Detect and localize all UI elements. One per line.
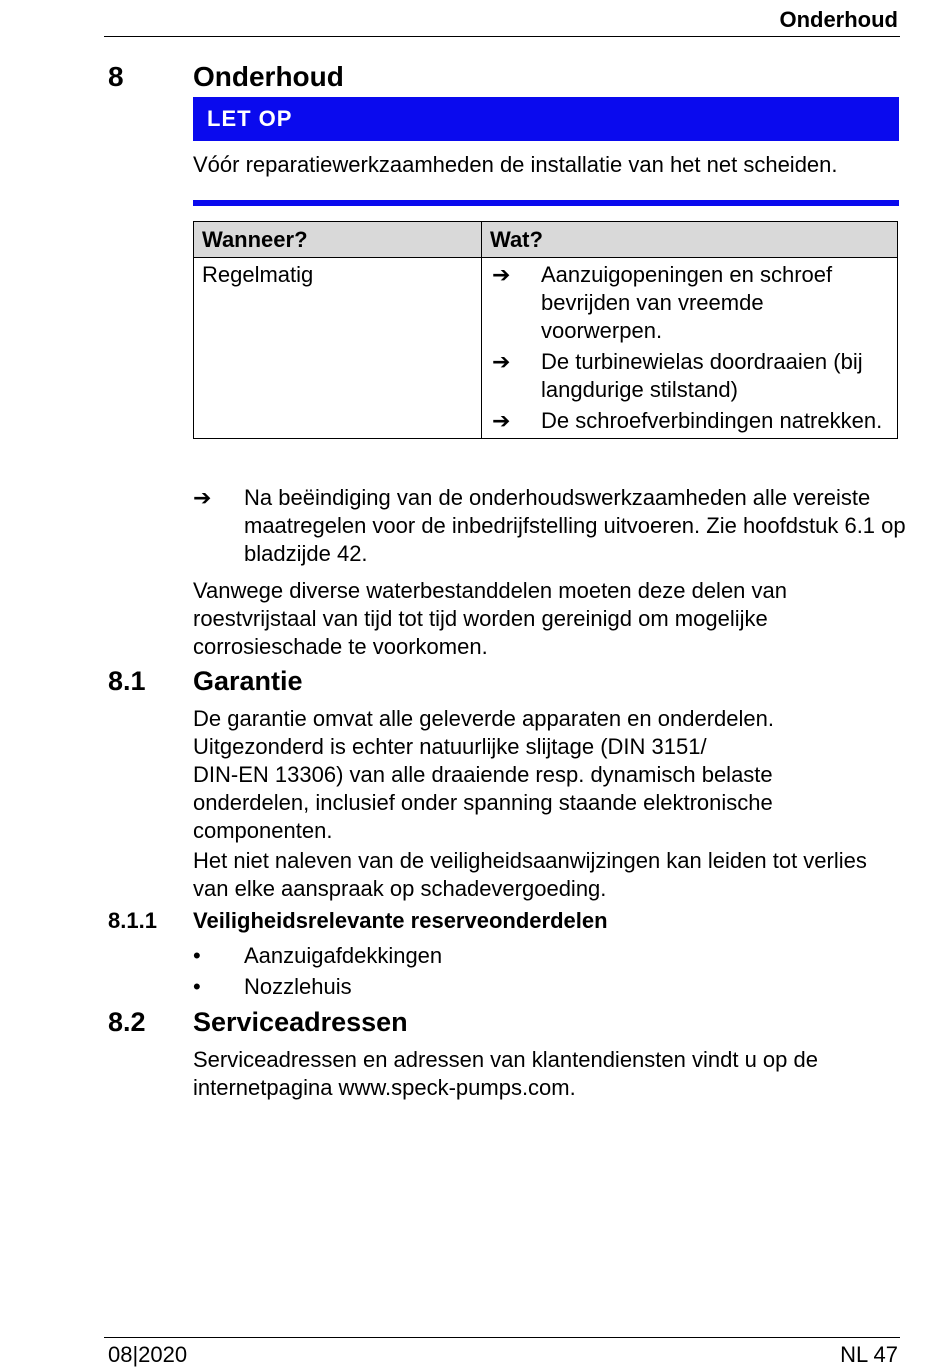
cleaning-paragraph: Vanwege diverse waterbestanddelen moeten deze delen van roestvrijstaal van tijd tot tijd worden gereinigd om mogelijke corrosieschade te voorkomen.	[193, 578, 787, 659]
running-header-title: Onderhoud	[779, 7, 898, 32]
list-item	[490, 407, 889, 435]
subsubsection-number: 8.1.1	[108, 908, 157, 933]
instruction-text: Na beëindiging van de onderhoudswerkzaamheden alle vereiste maatregelen voor de inbedrijfstelling uitvoeren. Zie hoofdstuk 6.1 op bladzijde 42.	[244, 485, 906, 566]
section-number: 8	[108, 61, 124, 92]
text-line: onderdelen, inclusief onder spanning staande elektronische	[193, 790, 773, 815]
warranty-paragraph	[193, 705, 903, 845]
list-item-text: De schroefverbindingen natrekken.	[541, 408, 883, 433]
cell-when: Regelmatig	[194, 258, 482, 439]
list-item-text: De turbinewielas doordraaien (bij langdurige stilstand)	[541, 349, 863, 402]
text-line: De garantie omvat alle geleverde apparaten en onderdelen.	[193, 706, 774, 731]
bullet-icon: •	[193, 974, 201, 999]
subsubsection-title: Veiligheidsrelevante reserveonderdelen	[193, 908, 608, 933]
subsection-number: 8.2	[108, 1007, 146, 1037]
footer-rule	[104, 1337, 900, 1338]
subsection-title: Serviceadressen	[193, 1007, 408, 1037]
cell-what	[482, 258, 898, 439]
column-header-what: Wat?	[482, 222, 898, 258]
list-item-text: Nozzlehuis	[244, 974, 352, 999]
subsection-title: Garantie	[193, 666, 303, 696]
header-rule	[104, 36, 900, 37]
notice-end-rule	[193, 200, 899, 206]
list-item-text: Aanzuigafdekkingen	[244, 943, 443, 968]
arrow-right-icon: ➔	[492, 408, 511, 433]
footer-page-number: NL 47	[840, 1342, 898, 1367]
list-item-text: Aanzuigopeningen en schroef bevrijden van vreemde voorwerpen.	[541, 262, 833, 343]
warranty-paragraph-2: Het niet naleven van de veiligheidsaanwijzingen kan leiden tot verlies van elke aanspraak op schadevergoeding.	[193, 848, 867, 901]
arrow-right-icon: ➔	[193, 485, 212, 510]
subsection-number: 8.1	[108, 666, 146, 696]
list-item	[490, 261, 889, 345]
notice-label: LET OP	[207, 106, 293, 131]
text-line: componenten.	[193, 818, 333, 843]
list-item	[490, 348, 889, 404]
text-line: DIN-EN 13306) van alle draaiende resp. dynamisch belaste	[193, 762, 773, 787]
service-paragraph: Serviceadressen en adressen van klantendiensten vindt u op de internetpagina www.speck-pumps.com.	[193, 1047, 818, 1100]
arrow-right-icon: ➔	[492, 349, 511, 374]
column-header-when: Wanneer?	[194, 222, 482, 258]
notice-banner	[193, 97, 899, 141]
table-row	[194, 258, 898, 439]
maintenance-table	[193, 221, 898, 439]
notice-text: Vóór reparatiewerkzaamheden de installatie van het net scheiden.	[193, 152, 838, 177]
table-header-row	[194, 222, 898, 258]
arrow-right-icon: ➔	[492, 262, 511, 287]
bullet-icon: •	[193, 943, 201, 968]
footer-date: 08|2020	[108, 1342, 188, 1367]
text-line: Uitgezonderd is echter natuurlijke slijtage (DIN 3151/	[193, 734, 707, 759]
instruction-step	[193, 484, 950, 568]
section-title: Onderhoud	[193, 61, 344, 92]
